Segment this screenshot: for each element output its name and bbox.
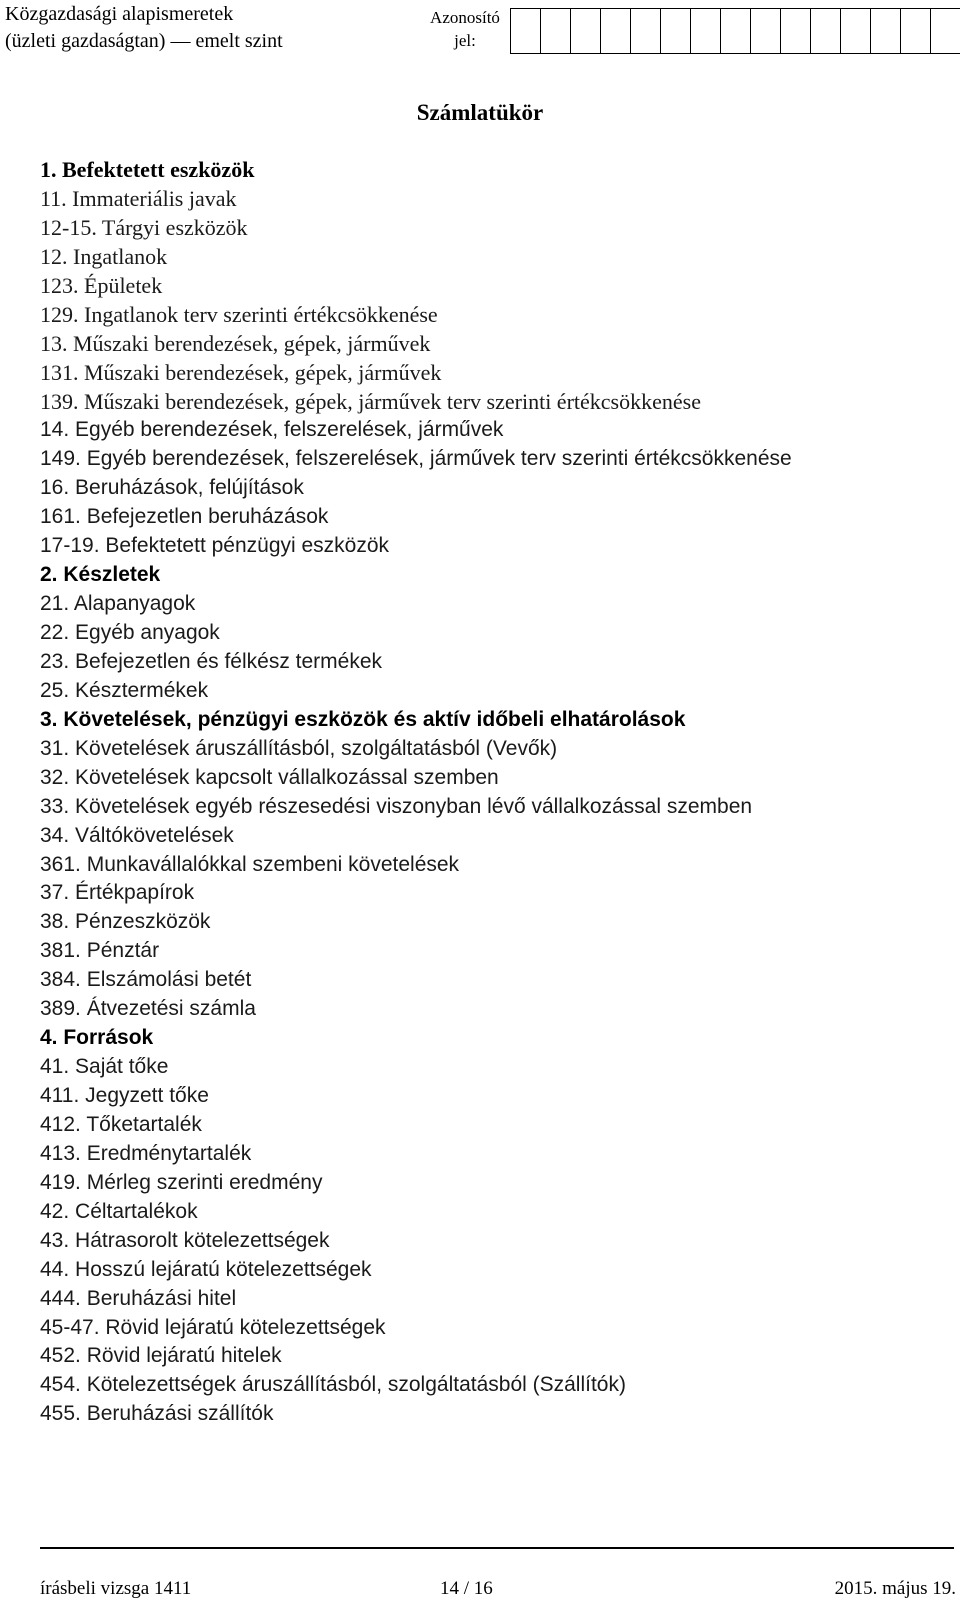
account-item: 454. Kötelezettségek áruszállításból, szolgáltatásból (Szállítók) [40,1373,626,1397]
id-code-cell[interactable] [721,9,751,53]
account-item: 22. Egyéb anyagok [40,621,220,644]
account-item: 33. Követelések egyéb részesedési viszonyban lévő vállalkozással szemben [40,794,753,818]
id-label [423,6,507,52]
id-code-boxes [510,8,960,54]
account-item: 17-19. Befektetett pénzügyi eszközök [40,534,390,558]
footer-exam-code: írásbeli vizsga 1411 [40,1578,192,1599]
account-item: 11. Immateriális javak [40,185,237,211]
id-code-cell[interactable] [601,9,631,53]
id-code-cell[interactable] [841,9,871,53]
account-item: 25. Késztermékek [40,678,209,702]
header-title [5,1,283,55]
account-item: 131. Műszaki berendezések, gépek, járművek [40,359,442,385]
account-item: 161. Befejezetlen beruházások [40,505,329,529]
id-code-cell[interactable] [901,9,931,53]
account-item: 12. Ingatlanok [40,243,168,269]
account-item: 31. Követelések áruszállításból, szolgáltatásból (Vevők) [40,736,558,760]
account-item: 129. Ingatlanok terv szerinti értékcsökkenése [40,301,438,327]
account-item: 361. Munkavállalókkal szembeni követelések [40,852,460,876]
account-item: 452. Rövid lejáratú hitelek [40,1344,282,1368]
page-footer [0,1578,960,1608]
account-item: 419. Mérleg szerinti eredmény [40,1170,323,1194]
header-title-line2: (üzleti gazdaságtan) — emelt szint [5,30,283,52]
header-title-line1: Közgazdasági alapismeretek [5,3,234,25]
account-group-heading: 1. Befektetett eszközök [40,157,255,182]
account-item: 34. Váltókövetelések [40,823,234,847]
account-item: 41. Saját tőke [40,1055,169,1079]
id-code-cell[interactable] [631,9,661,53]
account-item: 37. Értékpapírok [40,881,195,905]
account-item: 149. Egyéb berendezések, felszerelések, járművek terv szerinti értékcsökkenése [40,447,792,471]
account-group-heading: 3. Követelések, pénzügyi eszközök és aktív időbeli elhatárolások [40,707,686,731]
account-item: 44. Hosszú lejáratú kötelezettségek [40,1257,372,1281]
page-header [0,0,960,62]
footer-divider [40,1547,954,1549]
account-item: 21. Alapanyagok [40,592,196,616]
id-code-cell[interactable] [691,9,721,53]
id-code-cell[interactable] [781,9,811,53]
id-code-cell[interactable] [811,9,841,53]
account-item: 32. Követelések kapcsolt vállalkozással szemben [40,765,499,789]
account-item: 45-47. Rövid lejáratú kötelezettségek [40,1315,386,1339]
account-item: 411. Jegyzett tőke [40,1084,209,1107]
account-group-heading: 4. Források [40,1026,154,1050]
account-item: 13. Műszaki berendezések, gépek, járművek [40,330,431,356]
id-code-cell[interactable] [511,9,541,53]
account-item: 23. Befejezetlen és félkész termékek [40,649,383,673]
id-code-cell[interactable] [871,9,901,53]
page-heading [0,100,960,126]
id-label-line2: jel: [454,31,476,50]
account-item: 42. Céltartalékok [40,1199,198,1223]
account-item: 381. Pénztár [40,939,160,963]
id-code-cell[interactable] [751,9,781,53]
account-group-heading: 2. Készletek [40,563,161,587]
footer-page-number: 14 / 16 [440,1578,493,1599]
account-item: 14. Egyéb berendezések, felszerelések, járművek [40,418,504,442]
account-item: 412. Tőketartalék [40,1112,202,1136]
account-item: 444. Beruházási hitel [40,1286,237,1310]
account-item: 123. Épületek [40,272,163,298]
account-item: 16. Beruházások, felújítások [40,476,304,500]
id-label-line1: Azonosító [430,8,500,27]
page-heading-text: Számlatükör [416,100,544,125]
account-item: 455. Beruházási szállítók [40,1402,274,1426]
account-item: 12-15. Tárgyi eszközök [40,214,248,240]
id-code-cell[interactable] [661,9,691,53]
account-item: 38. Pénzeszközök [40,910,211,934]
account-item: 384. Elszámolási betét [40,968,252,992]
account-item: 413. Eredménytartalék [40,1141,252,1165]
account-list [40,156,792,1429]
account-item: 389. Átvezetési számla [40,997,256,1021]
account-item: 43. Hátrasorolt kötelezettségek [40,1228,330,1252]
id-code-cell[interactable] [571,9,601,53]
id-code-cell[interactable] [541,9,571,53]
footer-date: 2015. május 19. [834,1578,956,1599]
id-code-cell[interactable] [931,9,960,53]
account-item: 139. Műszaki berendezések, gépek, járművek terv szerinti értékcsökkenése [40,388,701,414]
